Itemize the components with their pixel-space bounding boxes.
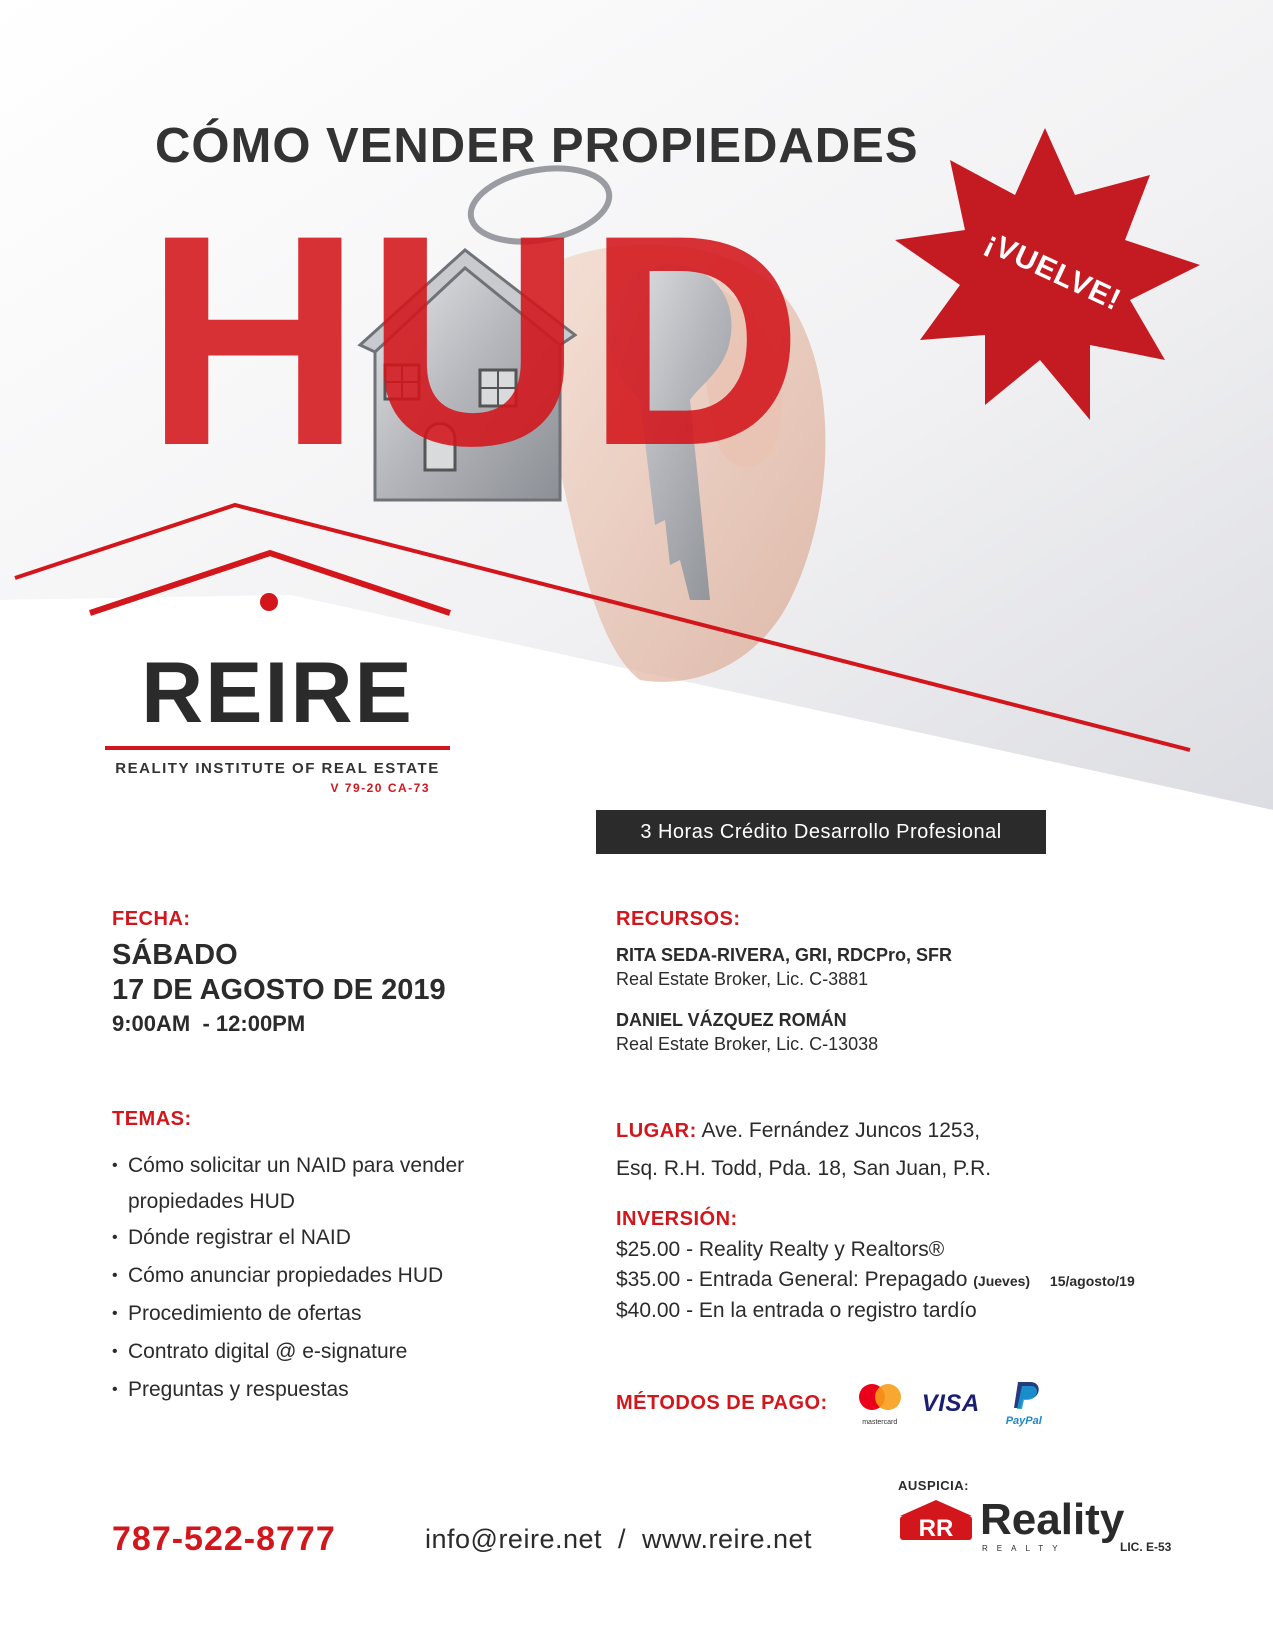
reality-rr-icon bbox=[896, 1498, 976, 1542]
contact-links[interactable]: info@reire.net / www.reire.net bbox=[425, 1524, 813, 1554]
sponsor-name: Reality bbox=[980, 1495, 1125, 1544]
list-item bbox=[112, 1333, 532, 1371]
mastercard-logo bbox=[854, 1382, 906, 1414]
reire-name: REIRE bbox=[141, 645, 414, 741]
price-text: $35.00 - Entrada General: Prepagado bbox=[616, 1268, 968, 1291]
price-note: (Jueves) bbox=[973, 1273, 1031, 1289]
list-item-text: propiedades HUD bbox=[128, 1190, 295, 1213]
payment-methods bbox=[616, 1380, 1050, 1427]
list-item-text: Cómo anunciar propiedades HUD bbox=[128, 1264, 444, 1287]
list-item-text: Contrato digital @ e-signature bbox=[128, 1340, 408, 1363]
reire-full-name: REALITY INSTITUTE OF REAL ESTATE bbox=[115, 760, 440, 777]
reire-logo bbox=[105, 645, 450, 795]
price-date: 15/agosto/19 bbox=[1049, 1273, 1135, 1289]
temas-list bbox=[112, 1147, 532, 1409]
lugar-line-1: Ave. Fernández Juncos 1253, bbox=[701, 1119, 981, 1142]
visa-icon: VISA bbox=[921, 1389, 980, 1417]
reire-license: V 79-20 CA-73 bbox=[330, 781, 430, 795]
credit-banner: 3 Horas Crédito Desarrollo Profesional bbox=[596, 810, 1046, 854]
inversion-heading: INVERSIÓN: bbox=[616, 1208, 738, 1230]
inversion-section bbox=[616, 1208, 1266, 1326]
list-item bbox=[112, 1295, 532, 1333]
speaker-role: Real Estate Broker, Lic. C-3881 bbox=[616, 969, 869, 989]
list-item bbox=[112, 1147, 532, 1219]
page-title: CÓMO VENDER PROPIEDADES bbox=[155, 119, 919, 173]
fecha-day: SÁBADO bbox=[112, 939, 238, 971]
fecha-heading: FECHA: bbox=[112, 908, 191, 930]
recursos-heading: RECURSOS: bbox=[616, 908, 741, 930]
price-line bbox=[616, 1265, 1266, 1296]
fecha-date: 17 DE AGOSTO DE 2019 bbox=[112, 974, 446, 1006]
list-item bbox=[112, 1257, 532, 1295]
paypal-logo bbox=[998, 1380, 1050, 1410]
sponsor-heading: AUSPICIA: bbox=[898, 1478, 969, 1493]
speaker-name: RITA SEDA-RIVERA, GRI, RDCPro, SFR bbox=[616, 945, 953, 965]
paypal-label: PayPal bbox=[1005, 1415, 1042, 1427]
list-item-text: Preguntas y respuestas bbox=[128, 1378, 349, 1401]
recursos-section bbox=[616, 908, 1256, 1055]
payment-heading: MÉTODOS DE PAGO: bbox=[616, 1392, 828, 1414]
hud-headline: HUD bbox=[145, 172, 807, 508]
reality-logo bbox=[896, 1495, 1125, 1553]
lugar-section bbox=[616, 1112, 1256, 1187]
fecha-section bbox=[112, 908, 446, 1037]
reire-divider bbox=[105, 746, 450, 750]
paypal-icon bbox=[998, 1380, 1050, 1427]
fecha-time: 9:00AM - 12:00PM bbox=[112, 1011, 306, 1036]
sponsor-subtitle: REALTY bbox=[982, 1544, 1067, 1553]
list-item-text: Dónde registrar el NAID bbox=[128, 1226, 351, 1249]
price-line: $25.00 - Reality Realty y Realtors® bbox=[616, 1238, 945, 1261]
temas-section bbox=[112, 1108, 532, 1409]
phone-number[interactable]: 787-522-8777 bbox=[112, 1520, 336, 1558]
temas-heading: TEMAS: bbox=[112, 1108, 192, 1130]
list-item-text: Procedimiento de ofertas bbox=[128, 1302, 362, 1325]
speaker-role: Real Estate Broker, Lic. C-13038 bbox=[616, 1034, 879, 1054]
price-line: $40.00 - En la entrada o registro tardío bbox=[616, 1299, 977, 1322]
mastercard-label: mastercard bbox=[862, 1418, 898, 1426]
lugar-line-2: Esq. R.H. Todd, Pda. 18, San Juan, P.R. bbox=[616, 1157, 992, 1180]
vuelve-badge-text: ¡VUELVE! bbox=[980, 225, 1127, 318]
speaker-name: DANIEL VÁZQUEZ ROMÁN bbox=[616, 1010, 847, 1030]
mastercard-icon bbox=[854, 1382, 906, 1426]
lugar-heading: LUGAR: bbox=[616, 1120, 697, 1142]
list-item bbox=[112, 1219, 532, 1257]
list-item bbox=[112, 1371, 532, 1409]
svg-text:RR: RR bbox=[918, 1515, 954, 1542]
list-item-text: Cómo solicitar un NAID para vender bbox=[128, 1154, 465, 1177]
sponsor-license: LIC. E-53 bbox=[1120, 1540, 1172, 1554]
